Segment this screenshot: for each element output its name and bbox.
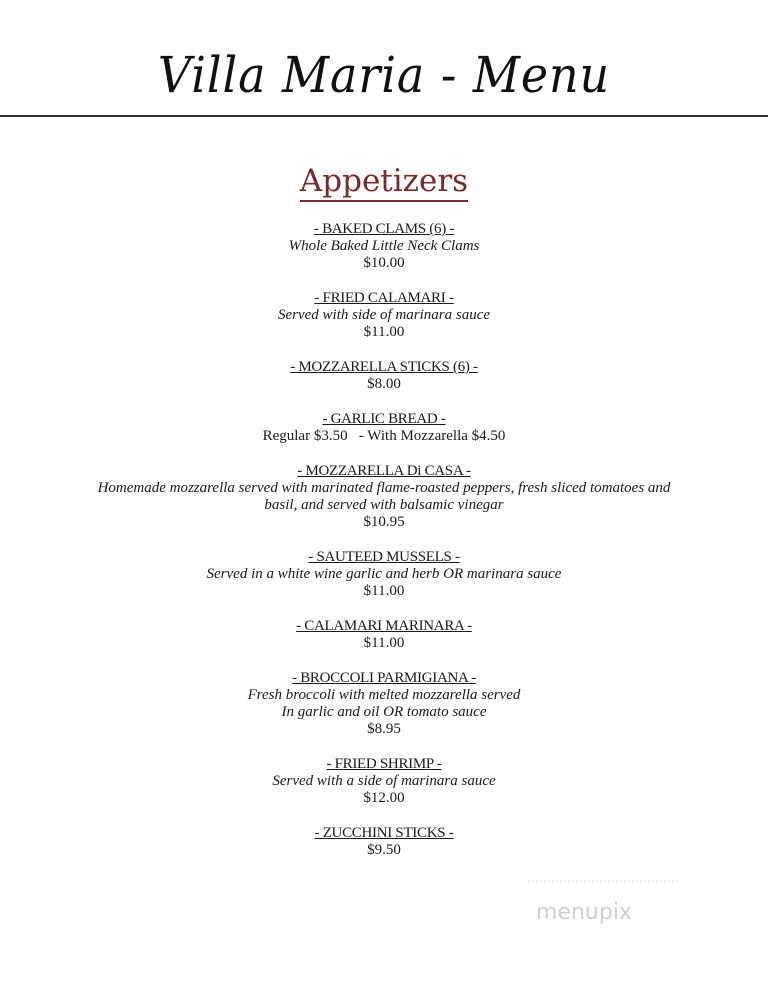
menu-item-mozzarella-di-casa bbox=[0, 463, 768, 531]
item-price: $8.00 bbox=[367, 376, 401, 392]
menu-item-calamari-marinara bbox=[0, 618, 768, 652]
item-price: $10.95 bbox=[363, 514, 405, 530]
watermark-logo: menupix bbox=[536, 900, 632, 925]
menu-item-zucchini-sticks bbox=[0, 825, 768, 859]
item-price: $11.00 bbox=[363, 324, 405, 340]
item-name: - FRIED CALAMARI - bbox=[314, 290, 454, 306]
item-name: - MOZZARELLA Di CASA - bbox=[297, 463, 471, 479]
menu-title: Villa Maria - Menu bbox=[157, 46, 611, 104]
menu-item-fried-calamari bbox=[0, 290, 768, 341]
item-price: Regular $3.50 - With Mozzarella $4.50 bbox=[262, 428, 506, 444]
item-name: - FRIED SHRIMP - bbox=[326, 756, 442, 772]
item-description: Served in a white wine garlic and herb OR marinara sauce bbox=[206, 566, 562, 582]
item-description: Whole Baked Little Neck Clams bbox=[288, 238, 480, 254]
menu-item-garlic-bread bbox=[0, 411, 768, 445]
menu-item-broccoli-parmigiana bbox=[0, 670, 768, 738]
item-name: - ZUCCHINI STICKS - bbox=[314, 825, 454, 841]
item-name: - MOZZARELLA STICKS (6) - bbox=[290, 359, 478, 375]
item-price: $9.50 bbox=[367, 842, 401, 858]
item-description: Served with side of marinara sauce bbox=[277, 307, 491, 323]
item-price: $8.95 bbox=[367, 721, 401, 737]
item-description: Homemade mozzarella served with marinated flame-roasted peppers, fresh sliced tomatoes and bbox=[97, 480, 671, 496]
menu-item-mozzarella-sticks bbox=[0, 359, 768, 393]
item-description: basil, and served with balsamic vinegar bbox=[264, 497, 504, 513]
item-description: In garlic and oil OR tomato sauce bbox=[281, 704, 487, 720]
menu-item-baked-clams bbox=[0, 221, 768, 272]
item-name: - BROCCOLI PARMIGIANA - bbox=[292, 670, 476, 686]
section-heading-text: Appetizers bbox=[300, 163, 468, 202]
item-name: - GARLIC BREAD - bbox=[322, 411, 446, 427]
item-name: - BAKED CLAMS (6) - bbox=[313, 221, 455, 237]
watermark-decoration bbox=[528, 880, 678, 888]
item-description: Fresh broccoli with melted mozzarella served bbox=[247, 687, 521, 703]
item-price: $11.00 bbox=[363, 635, 405, 651]
item-price: $12.00 bbox=[363, 790, 405, 806]
section-heading bbox=[0, 163, 768, 199]
item-price: $10.00 bbox=[363, 255, 405, 271]
item-name: - SAUTEED MUSSELS - bbox=[308, 549, 460, 565]
header-divider bbox=[0, 115, 768, 117]
item-price: $11.00 bbox=[363, 583, 405, 599]
item-name: - CALAMARI MARINARA - bbox=[296, 618, 472, 634]
menu-items-list bbox=[0, 221, 768, 859]
menu-item-fried-shrimp bbox=[0, 756, 768, 807]
item-description: Served with a side of marinara sauce bbox=[272, 773, 496, 789]
menu-item-sauteed-mussels bbox=[0, 549, 768, 600]
